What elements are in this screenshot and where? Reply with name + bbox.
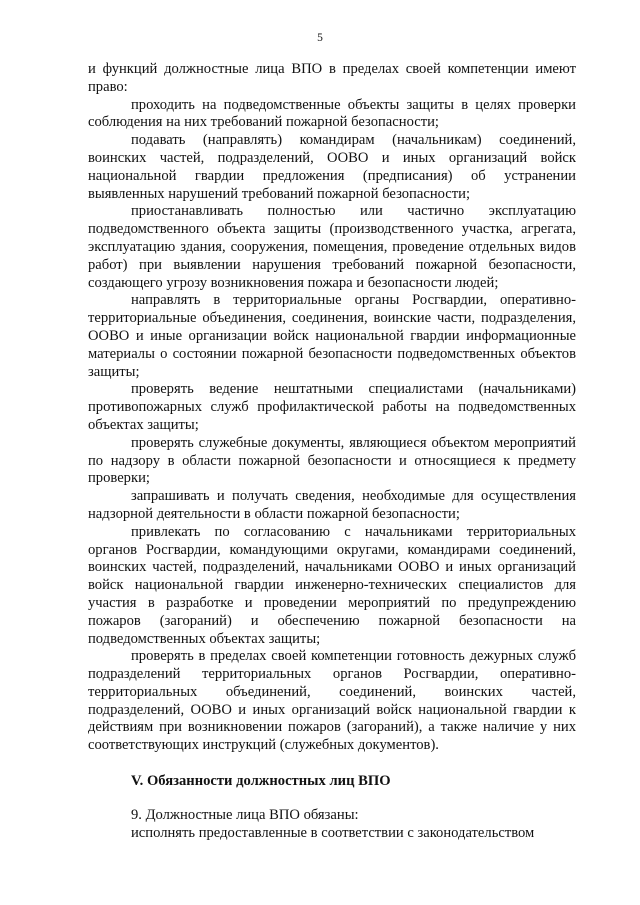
paragraph-rights-intro: и функций должностные лица ВПО в пределах своей компетенции имеют право: — [88, 61, 576, 95]
paragraph-right-access: проходить на подведомственные объекты защиты в целях проверки соблюдения на них требований пожарной безопасности; — [88, 96, 576, 131]
document-body — [88, 61, 576, 842]
paragraph-right-inform: направлять в территориальные органы Росгвардии, оперативно-территориальные объединения, соединения, воинские части, подразделения, ООВО и иные организации войск национальной гвардии информационные материалы о состоянии пожарной безопасности подведомственных объектов защиты; — [88, 292, 576, 380]
paragraph-right-check-documents: проверять служебные документы, являющиеся объектом мероприятий по надзору в области пожарной безопасности и относящиеся к предмету проверки; — [88, 434, 576, 487]
paragraph-right-proposals: подавать (направлять) командирам (начальникам) соединений, воинских частей, подразделений, ООВО и иных организаций войск национальной гвардии предложения (предписания) об устранении выявленных нарушений требований пожарной безопасности; — [88, 132, 576, 202]
section-heading: V. Обязанности должностных лиц ВПО — [131, 773, 391, 790]
paragraph-right-suspend: приостанавливать полностью или частично эксплуатацию подведомственного объекта защиты (производственного участка, агрегата, эксплуатацию здания, сооружения, помещения, проведение отдельных видов работ) при выявлении нарушения требований пожарной безопасности, создающего угрозу возникновения пожара и безопасности людей; — [88, 203, 576, 291]
paragraph-right-involve-specialists: привлекать по согласованию с начальниками территориальных органов Росгвардии, командующими округами, командирами соединений, воинских частей, подразделений, начальниками ООВО и иных организаций войск национальной гвардии инженерно-технических специалистов для участия в разработке и проведении мероприятий по предупреждению пожаров (загораний) и обеспечению пожарной безопасности на подведомственных объектах защиты; — [88, 523, 576, 647]
paragraph-right-check-prevention: проверять ведение нештатными специалистами (начальниками) противопожарных служб профилактической работы на подведомственных объектах защиты; — [88, 381, 576, 433]
paragraph-right-request-info: запрашивать и получать сведения, необходимые для осуществления надзорной деятельности в области пожарной безопасности; — [88, 488, 576, 522]
paragraph-right-check-readiness: проверять в пределах своей компетенции готовность дежурных служб подразделений территориальных органов Росгвардии, оперативно-территориальных объединений, соединений, воинских частей, подразделений, ООВО и иных организаций войск национальной гвардии к действиям при возникновении пожаров (загораний), а также наличие у них соответствующих инструкций (служебных документов). — [88, 648, 576, 754]
paragraph-duties-intro: 9. Должностные лица ВПО обязаны: — [131, 806, 359, 823]
paragraph-duty-execute: исполнять предоставленные в соответствии с законодательством — [131, 824, 535, 841]
page-number: 5 — [317, 32, 323, 44]
